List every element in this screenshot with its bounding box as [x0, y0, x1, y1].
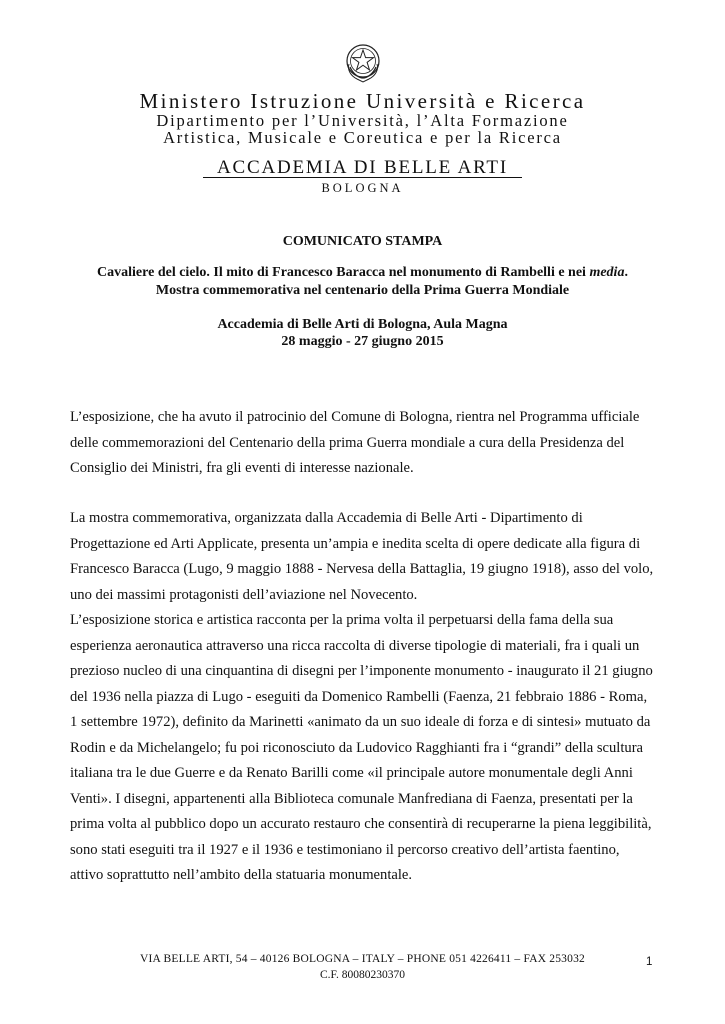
- body-paragraph-2: [70, 506, 670, 608]
- paragraph-line: del 1936 nella piazza di Lugo - eseguiti da Domenico Rambelli (Faenza, 21 febbraio 1886 - Roma,: [70, 688, 648, 705]
- paragraph-line: Rodin e da Michelangelo; fu poi riconosciuto da Ludovico Ragghianti fra i “grandi” della scultura: [70, 739, 644, 756]
- paragraph-line: prezioso nucleo di una cinquantina di disegni per l’imponente monumento - inaugurato il 21 giugno: [70, 663, 653, 679]
- paragraph-line: Venti». I disegni, appartenenti alla Biblioteca comunale Manfrediana di Faenza, presentati per la: [70, 790, 633, 807]
- paragraph-line: esperienza aeronautica attraverso una ricca raccolta di diverse tipologie di materiali, fra i quali un: [70, 637, 640, 654]
- paragraph-line: prima volta al pubblico dopo un accurato restauro che consentirà di recuperarne la piena leggibilità,: [70, 816, 652, 832]
- ministry-name: Ministero Istruzione Università e Ricerca: [139, 89, 586, 113]
- exhibition-dates: 28 maggio - 27 giugno 2015: [281, 334, 444, 349]
- academy-name: ACCADEMIA DI BELLE ARTI: [217, 157, 508, 178]
- department-line-1: Dipartimento per l’Università, l’Alta Formazione: [156, 111, 569, 130]
- italian-republic-emblem-icon: [341, 40, 385, 84]
- press-release-label: COMUNICATO STAMPA: [282, 234, 443, 249]
- exhibition-venue: Accademia di Belle Arti di Bologna, Aula Magna: [217, 317, 508, 332]
- paragraph-line: italiana tra le due Guerre e da Renato Barilli come «il principale autore monumentale degli Anni: [70, 765, 633, 781]
- paragraph-line: delle commemorazioni del Centenario della prima Guerra mondiale a cura della Presidenza del: [70, 434, 625, 451]
- footer-address: VIA BELLE ARTI, 54 – 40126 BOLOGNA – ITALY – PHONE 051 4226411 – FAX 253032: [140, 953, 585, 965]
- footer-fiscal-code: C.F. 80080230370: [319, 969, 406, 978]
- paragraph-line: Progettazione ed Arti Applicate, presenta un’ampia e inedita scelta di opere dedicate alla figura di: [70, 535, 641, 552]
- exhibition-title-line-2: Mostra commemorativa nel centenario della Prima Guerra Mondiale: [155, 283, 570, 298]
- paragraph-line: uno dei massimi protagonisti dell’aviazione nel Novecento.: [70, 586, 418, 603]
- page-number: 1: [646, 956, 653, 968]
- paragraph-line: sono stati eseguiti tra il 1927 e il 1936 e testimoniano il percorso creativo dell’artista faentino,: [70, 841, 620, 858]
- academy-city: BOLOGNA: [321, 181, 404, 195]
- title-prefix: Cavaliere del cielo. Il mito di Francesco Baracca nel monumento di Rambelli e nei: [97, 265, 590, 280]
- paragraph-line: L’esposizione storica e artistica racconta per la prima volta il perpetuarsi della fama della sua: [70, 612, 614, 628]
- paragraph-line: Francesco Baracca (Lugo, 9 maggio 1888 - Nervesa della Battaglia, 19 giugno 1918), asso del volo,: [70, 561, 654, 577]
- exhibition-title-line-1: [0, 264, 725, 282]
- paragraph-line: L’esposizione, che ha avuto il patrocinio del Comune di Bologna, rientra nel Programma ufficiale: [70, 409, 640, 425]
- body-paragraph-3: [70, 608, 670, 889]
- paragraph-line: attivo soprattutto nell’ambito della statuaria monumentale.: [70, 867, 413, 883]
- paragraph-line: La mostra commemorativa, organizzata dalla Accademia di Belle Arti - Dipartimento di: [70, 510, 583, 526]
- body-paragraph-1: [70, 405, 670, 482]
- department-line-2: Artistica, Musicale e Coreutica e per la Ricerca: [163, 128, 562, 147]
- academy-underline: [203, 177, 522, 178]
- title-suffix: .: [624, 265, 628, 280]
- paragraph-line: Consiglio dei Ministri, fra gli eventi di interesse nazionale.: [70, 460, 414, 476]
- paragraph-line: 1 settembre 1972), definito da Marinetti «animato da un suo ideale di forza e di sintesi» mutuato da: [70, 714, 651, 730]
- title-italic-word: media: [589, 265, 625, 280]
